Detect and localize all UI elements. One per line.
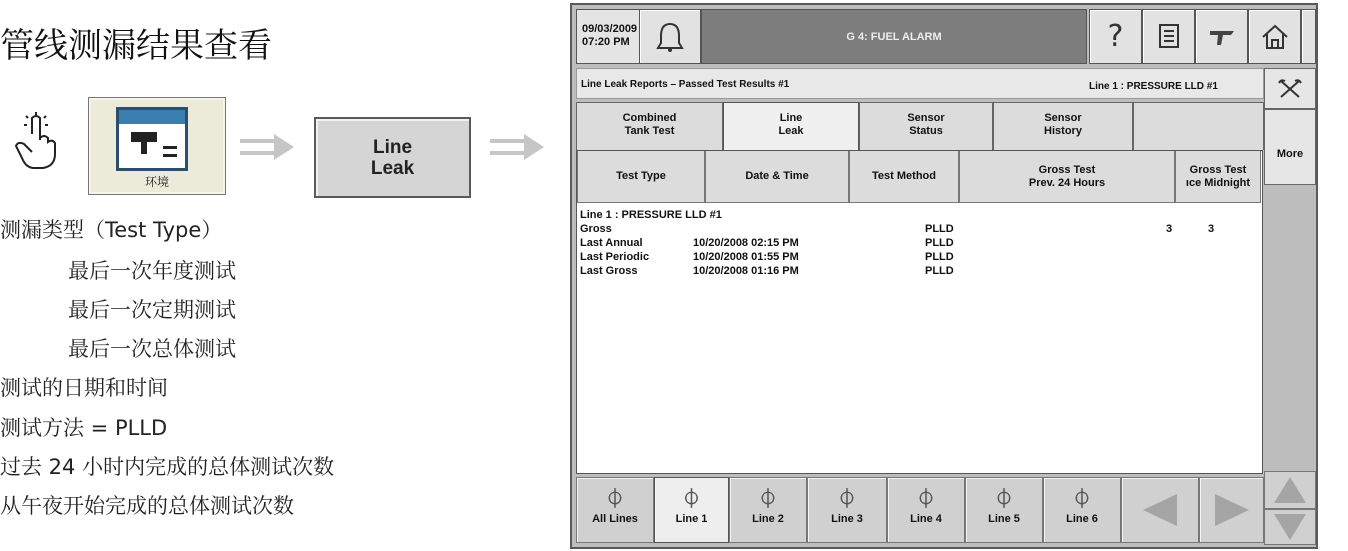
column-header-date-time[interactable]: Date & Time bbox=[705, 151, 849, 203]
environment-menu-icon[interactable] bbox=[88, 97, 226, 195]
help-button[interactable] bbox=[1089, 9, 1142, 64]
line-4-button[interactable]: ⏀ Line 4 bbox=[887, 477, 965, 543]
line-pump-icon: ⏀ bbox=[837, 489, 857, 510]
group-label: Line 1 : PRESSURE LLD #1 bbox=[580, 209, 722, 221]
arrow-left-icon bbox=[1143, 494, 1177, 526]
line-pump-icon: ⏀ bbox=[605, 489, 625, 510]
all-lines-button[interactable]: ⏀ All Lines bbox=[576, 477, 654, 543]
tools-button[interactable] bbox=[1195, 9, 1248, 64]
question-icon: ? bbox=[1107, 19, 1124, 54]
line-2-button[interactable]: ⏀ Line 2 bbox=[729, 477, 807, 543]
line-pump-icon: ⏀ bbox=[758, 489, 778, 510]
reports-button[interactable] bbox=[1142, 9, 1195, 64]
alarm-bell-button[interactable] bbox=[639, 9, 701, 64]
tab-sensor-status[interactable]: Sensor Status bbox=[859, 102, 993, 150]
alarm-banner[interactable]: G 4: FUEL ALARM bbox=[701, 9, 1087, 64]
tab-sensor-history[interactable]: Sensor History bbox=[993, 102, 1133, 150]
pump-nozzle-icon bbox=[1207, 24, 1237, 50]
wrench-screwdriver-icon bbox=[1277, 78, 1303, 100]
hand-tap-icon bbox=[12, 110, 60, 170]
desc-line: 测试的日期和时间 bbox=[0, 376, 168, 400]
line-pump-icon: ⏀ bbox=[681, 489, 701, 510]
desc-line: 测试方法 = PLLD bbox=[0, 416, 168, 440]
page-title: 管线测漏结果查看 bbox=[0, 26, 272, 66]
tab-combined-tank-test[interactable]: Combined Tank Test bbox=[576, 102, 723, 150]
table-row: Last Annual 10/20/2008 02:15 PM PLLD bbox=[580, 237, 954, 249]
more-button[interactable]: More bbox=[1264, 109, 1316, 185]
desc-line: 从午夜开始完成的总体测试次数 bbox=[0, 494, 294, 518]
environment-label: 环境 bbox=[144, 175, 169, 189]
line-pump-icon: ⏀ bbox=[916, 489, 936, 510]
line-pump-icon: ⏀ bbox=[1072, 489, 1092, 510]
table-row: Last Periodic 10/20/2008 01:55 PM PLLD bbox=[580, 251, 954, 263]
scroll-down-button[interactable] bbox=[1264, 509, 1316, 545]
page-left-button[interactable] bbox=[1121, 477, 1199, 543]
arrow-1-icon bbox=[240, 139, 276, 155]
desc-line: 最后一次定期测试 bbox=[68, 298, 236, 322]
setup-tools-button[interactable] bbox=[1264, 68, 1316, 109]
column-header-test-type[interactable]: Test Type bbox=[577, 151, 705, 203]
datetime-display: 09/03/2009 07:20 PM bbox=[576, 9, 640, 64]
back-button[interactable] bbox=[1301, 9, 1316, 64]
bell-icon bbox=[655, 21, 685, 53]
arrow-1-head bbox=[274, 134, 294, 160]
tab-empty bbox=[1133, 102, 1264, 150]
desc-line: 过去 24 小时内完成的总体测试次数 bbox=[0, 455, 335, 479]
line-pump-icon: ⏀ bbox=[994, 489, 1014, 510]
column-header-gross-midnight[interactable]: Gross Test ıce Midnight bbox=[1175, 151, 1261, 203]
table-row: Gross PLLD 3 3 bbox=[580, 223, 1215, 235]
home-icon bbox=[1260, 22, 1290, 52]
arrow-right-icon bbox=[1215, 494, 1249, 526]
arrow-down-icon bbox=[1274, 514, 1306, 540]
table-row: Last Gross 10/20/2008 01:16 PM PLLD bbox=[580, 265, 954, 277]
results-table bbox=[576, 150, 1263, 474]
home-button[interactable] bbox=[1248, 9, 1301, 64]
line-5-button[interactable]: ⏀ Line 5 bbox=[965, 477, 1043, 543]
desc-line: 测漏类型（Test Type） bbox=[0, 218, 223, 242]
line-1-button[interactable]: ⏀ Line 1 bbox=[654, 477, 729, 543]
arrow-up-icon bbox=[1274, 477, 1306, 503]
line-6-button[interactable]: ⏀ Line 6 bbox=[1043, 477, 1121, 543]
report-header-bar bbox=[576, 68, 1264, 99]
arrow-2-icon bbox=[490, 139, 526, 155]
arrow-2-head bbox=[524, 134, 544, 160]
desc-line: 最后一次年度测试 bbox=[68, 259, 236, 283]
line-leak-callout-button: Line Leak bbox=[314, 117, 471, 198]
console-screen bbox=[570, 3, 1318, 549]
column-header-test-method[interactable]: Test Method bbox=[849, 151, 959, 203]
printer-report-icon bbox=[1156, 22, 1182, 52]
document-icon bbox=[116, 107, 188, 171]
page-right-button[interactable] bbox=[1199, 477, 1264, 543]
line-3-button[interactable]: ⏀ Line 3 bbox=[807, 477, 887, 543]
tab-line-leak[interactable]: Line Leak bbox=[723, 102, 859, 153]
scroll-up-button[interactable] bbox=[1264, 471, 1316, 509]
desc-line: 最后一次总体测试 bbox=[68, 337, 236, 361]
column-header-gross-prev24[interactable]: Gross Test Prev. 24 Hours bbox=[959, 151, 1175, 203]
report-title: Line Leak Reports – Passed Test Results #1 bbox=[581, 79, 790, 90]
selected-line-label: Line 1 : PRESSURE LLD #1 bbox=[1089, 81, 1218, 92]
